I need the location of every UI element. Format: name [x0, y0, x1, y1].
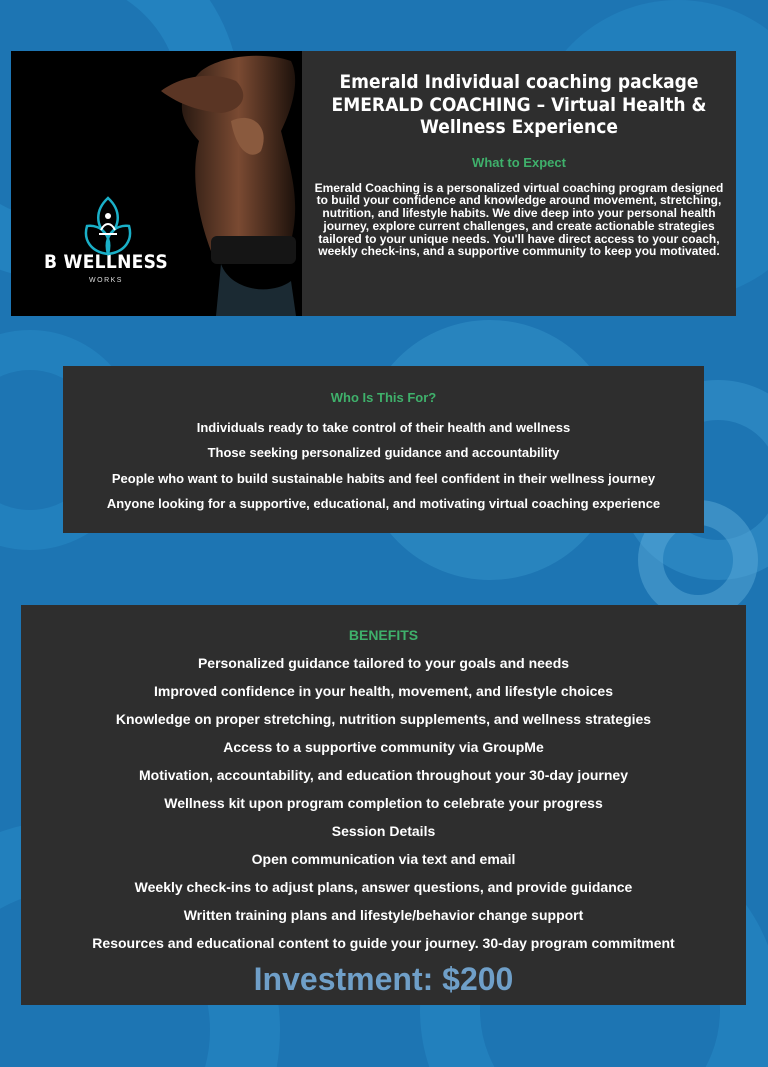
title-line-2: EMERALD COACHING – Virtual Health & Wellness Experience [331, 93, 707, 138]
expect-heading: What to Expect [472, 154, 566, 170]
who-card [63, 366, 704, 533]
benefits-list [21, 649, 746, 957]
benefits-heading: BENEFITS [348, 627, 419, 643]
page-title [312, 71, 726, 139]
list-item: Wellness kit upon program completion to celebrate your progress [164, 795, 603, 811]
benefits-card [21, 605, 746, 1005]
meditation-lotus-icon [83, 196, 133, 258]
list-item: Access to a supportive community via GroupMe [223, 739, 544, 755]
list-item: Knowledge on proper stretching, nutrition supplements, and wellness strategies [115, 711, 652, 727]
list-item: Individuals ready to take control of their health and wellness [196, 420, 571, 435]
list-item: Resources and educational content to guide your journey. 30-day program commitment [92, 935, 675, 951]
list-item: Anyone looking for a supportive, educational, and motivating virtual coaching experience [106, 495, 661, 511]
list-item: Personalized guidance tailored to your goals and needs [197, 655, 570, 671]
hero-photo [11, 51, 302, 316]
who-heading: Who Is This For? [330, 390, 437, 405]
brand-tagline: WORKS [89, 277, 123, 284]
list-item: People who want to build sustainable habits and feel confident in their wellness journey [111, 470, 656, 486]
title-line-1: Emerald Individual coaching package [339, 71, 699, 93]
who-list [63, 415, 704, 516]
list-item: Motivation, accountability, and education throughout your 30-day journey [139, 767, 628, 783]
brand-logo [41, 251, 171, 284]
list-item: Open communication via text and email [251, 851, 516, 867]
expect-body: Emerald Coaching is a personalized virtual coaching program designed to build your confidence and knowledge around movement, stretching, nutrition, and lifestyle habits. We dive deep into your personal health journey, explore current challenges, and create actionable strategies tailored to your unique needs. You'll have direct access to your coach, weekly check-ins, and a supportive community to keep you motivated. [314, 180, 724, 259]
brand-name: B WELLNESS [43, 251, 169, 273]
intro-text [302, 51, 736, 316]
list-item: Improved confidence in your health, movement, and lifestyle choices [153, 683, 613, 699]
list-item: Weekly check-ins to adjust plans, answer questions, and provide guidance [134, 879, 633, 895]
list-item: Written training plans and lifestyle/behavior change support [183, 907, 584, 923]
session-details-label: Session Details [331, 823, 436, 839]
intro-card [11, 51, 736, 316]
list-item: Those seeking personalized guidance and accountability [207, 445, 560, 461]
investment-price: Investment: $200 [253, 961, 514, 997]
